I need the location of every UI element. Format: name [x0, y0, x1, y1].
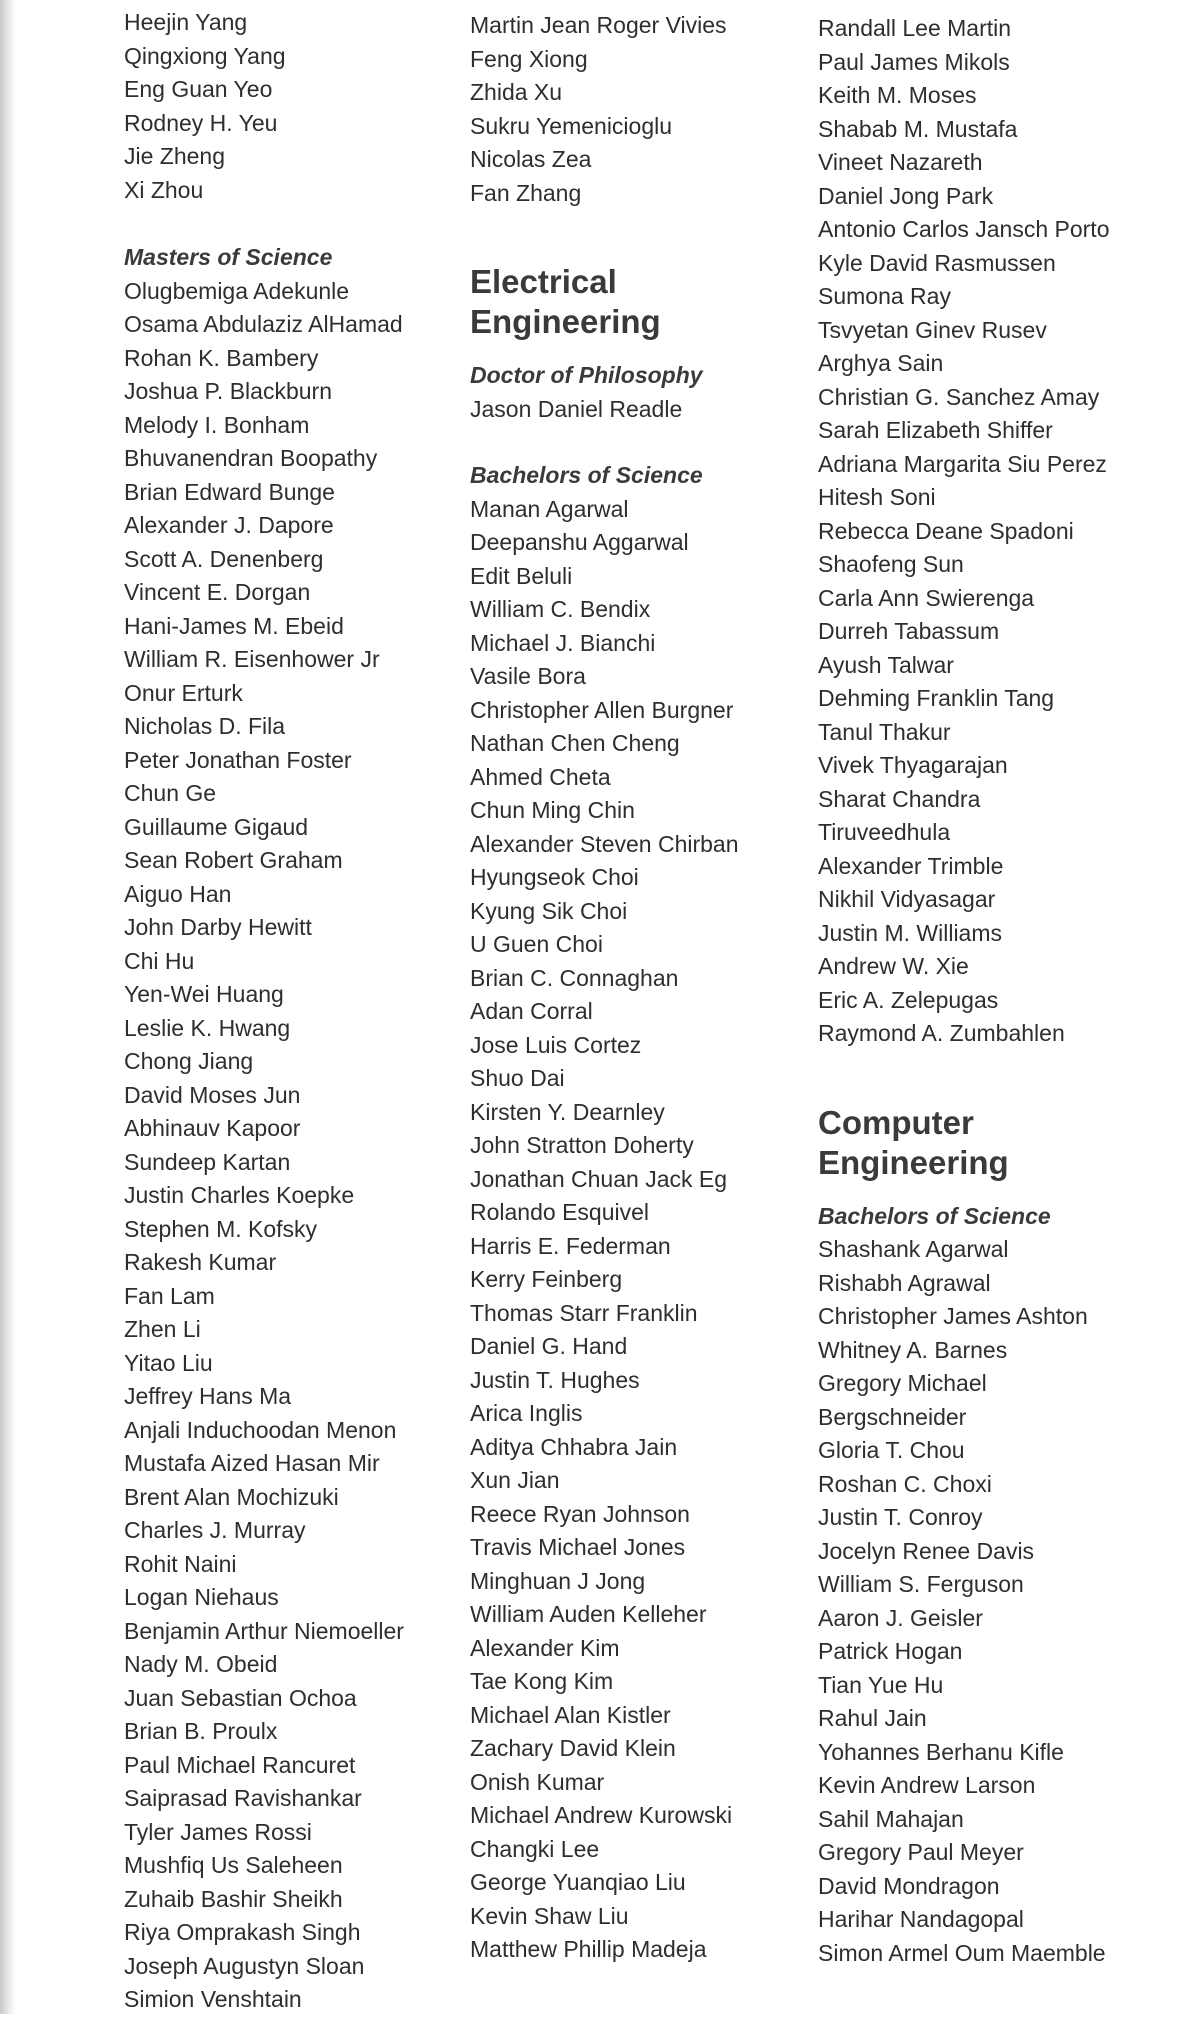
- graduate-name: Hitesh Soni: [818, 484, 936, 510]
- graduate-name: Rodney H. Yeu: [124, 109, 278, 136]
- graduate-name: Rebecca Deane Spadoni: [818, 517, 1074, 544]
- page-edge-shadow: [0, 0, 16, 2014]
- graduate-name: Rahul Jain: [818, 1705, 927, 1731]
- graduate-name: Raymond A. Zumbahlen: [818, 1020, 1065, 1046]
- graduate-name: Rohit Naini: [124, 1550, 237, 1577]
- graduate-name: Reece Ryan Johnson: [470, 1500, 690, 1527]
- graduate-name: Sharat Chandra: [818, 785, 981, 812]
- graduate-name: Brian C. Connaghan: [470, 964, 679, 991]
- graduate-name: Sumona Ray: [818, 283, 951, 309]
- graduate-name: Onish Kumar: [470, 1768, 605, 1795]
- graduate-name: Joseph Augustyn Sloan: [124, 1952, 365, 1979]
- graduate-name: Zhida Xu: [470, 79, 563, 105]
- graduate-name: Martin Jean Roger Vivies: [470, 12, 727, 38]
- graduate-name: Hyungseok Choi: [470, 864, 639, 890]
- graduate-name: Nikhil Vidyasagar: [818, 886, 996, 912]
- graduate-name: Alexander J. Dapore: [124, 512, 334, 538]
- graduate-name: Feng Xiong: [470, 45, 588, 72]
- graduate-name: Vineet Nazareth: [818, 149, 983, 175]
- graduate-name: Vivek Thyagarajan: [818, 752, 1008, 778]
- graduate-name: Christian G. Sanchez Amay: [818, 383, 1100, 410]
- graduate-name: Brian B. Proulx: [124, 1718, 278, 1744]
- graduate-name: John Stratton Doherty: [470, 1132, 694, 1158]
- graduate-name: Adan Corral: [470, 998, 593, 1024]
- graduate-name: David Moses Jun: [124, 1081, 301, 1108]
- graduate-name: Shuo Dai: [470, 1065, 565, 1091]
- graduate-name: Tyler James Rossi: [124, 1818, 312, 1845]
- graduate-name: Travis Michael Jones: [470, 1534, 686, 1560]
- graduate-name: Kevin Andrew Larson: [818, 1772, 1036, 1798]
- graduate-name: Michael J. Bianchi: [470, 629, 656, 656]
- graduate-name: Xun Jian: [470, 1467, 560, 1493]
- graduate-name: Matthew Phillip Madeja: [470, 1936, 707, 1962]
- graduate-name: Rakesh Kumar: [124, 1249, 277, 1275]
- graduate-name: Rohan K. Bambery: [124, 344, 319, 371]
- graduate-name: Alexander Steven Chirban: [470, 830, 739, 857]
- graduate-name: Saiprasad Ravishankar: [124, 1785, 362, 1811]
- graduate-name: Randall Lee Martin: [818, 15, 1012, 41]
- dept-line-2: Engineering: [470, 303, 661, 340]
- graduate-name: Changki Lee: [470, 1835, 600, 1862]
- graduate-name: Arica Inglis: [470, 1400, 583, 1426]
- graduate-name: Jason Daniel Readle: [470, 395, 683, 422]
- graduate-name: Michael Alan Kistler: [470, 1701, 671, 1728]
- graduate-name: William S. Ferguson: [818, 1571, 1024, 1597]
- graduate-name: Tanul Thakur: [818, 718, 951, 745]
- column-middle: [470, 9, 810, 1967]
- graduate-name: Shashank Agarwal: [818, 1236, 1009, 1262]
- graduate-name: Vasile Bora: [470, 663, 586, 689]
- graduate-name: Joshua P. Blackburn: [124, 378, 332, 404]
- graduate-name: Bergschneider: [818, 1403, 967, 1430]
- graduate-name: Shaofeng Sun: [818, 551, 964, 577]
- column-right: [818, 12, 1168, 1970]
- graduate-name: Antonio Carlos Jansch Porto: [818, 216, 1110, 242]
- graduate-name: Roshan C. Choxi: [818, 1470, 992, 1497]
- graduate-name: Tiruveedhula: [818, 819, 951, 845]
- dept-line-2: Engineering: [818, 1143, 1009, 1181]
- graduate-name: William R. Eisenhower Jr: [124, 646, 380, 672]
- graduate-name: Zachary David Klein: [470, 1735, 676, 1761]
- graduate-name: Alexander Kim: [470, 1634, 620, 1661]
- graduate-name: Durreh Tabassum: [818, 618, 1000, 644]
- graduate-name: Patrick Hogan: [818, 1638, 963, 1664]
- graduate-name: Mushfiq Us Saleheen: [124, 1852, 343, 1878]
- graduate-name: Thomas Starr Franklin: [470, 1299, 698, 1326]
- graduate-name: Chun Ming Chin: [470, 797, 635, 823]
- graduate-name: Arghya Sain: [818, 350, 944, 376]
- graduate-name: Adriana Margarita Siu Perez: [818, 450, 1107, 477]
- graduate-name: Brent Alan Mochizuki: [124, 1483, 339, 1510]
- bachelors-of-science-heading: Bachelors of Science: [470, 462, 703, 488]
- graduate-name: Chi Hu: [124, 947, 195, 974]
- graduate-name: Ayush Talwar: [818, 651, 954, 678]
- graduate-name: Justin T. Conroy: [818, 1504, 983, 1530]
- graduate-name: Abhinauv Kapoor: [124, 1115, 301, 1141]
- graduate-name: Peter Jonathan Foster: [124, 746, 352, 773]
- graduate-name: Alexander Trimble: [818, 852, 1004, 879]
- graduate-name: Jie Zheng: [124, 143, 226, 169]
- graduate-name: Kyung Sik Choi: [470, 897, 628, 924]
- name-list-top: [818, 12, 1168, 1051]
- graduate-name: Eric A. Zelepugas: [818, 986, 999, 1013]
- graduate-name: Fan Zhang: [470, 179, 582, 206]
- graduate-name: Guillaume Gigaud: [124, 813, 309, 840]
- graduate-name: Chong Jiang: [124, 1048, 254, 1074]
- graduate-name: Aaron J. Geisler: [818, 1604, 983, 1631]
- graduate-name: Paul James Mikols: [818, 48, 1010, 75]
- graduate-name: Simon Armel Oum Maemble: [818, 1939, 1106, 1966]
- graduate-name: Michael Andrew Kurowski: [470, 1802, 733, 1828]
- phd-name-list: [470, 393, 810, 427]
- graduate-name: Shabab M. Mustafa: [818, 115, 1018, 142]
- graduate-name: Zhen Li: [124, 1316, 201, 1342]
- graduate-name: Fan Lam: [124, 1282, 215, 1309]
- graduate-name: Mustafa Aized Hasan Mir: [124, 1450, 380, 1476]
- graduate-name: Melody I. Bonham: [124, 411, 310, 438]
- masters-of-science-heading: Masters of Science: [124, 244, 333, 270]
- graduate-name: Gloria T. Chou: [818, 1437, 965, 1463]
- graduate-name: U Guen Choi: [470, 931, 603, 957]
- graduate-name: Nathan Chen Cheng: [470, 730, 680, 756]
- graduate-name: Benjamin Arthur Niemoeller: [124, 1617, 404, 1644]
- graduate-name: Ahmed Cheta: [470, 763, 611, 790]
- graduate-name: Sukru Yemenicioglu: [470, 112, 673, 139]
- graduate-name: Kirsten Y. Dearnley: [470, 1098, 665, 1125]
- graduate-name: Zuhaib Bashir Sheikh: [124, 1885, 343, 1912]
- bachelors-of-science-heading: Bachelors of Science: [818, 1202, 1051, 1229]
- graduate-name: Yen-Wei Huang: [124, 981, 284, 1007]
- graduate-name: Nicholas D. Fila: [124, 713, 286, 739]
- graduate-name: Tae Kong Kim: [470, 1668, 614, 1694]
- graduate-name: William Auden Kelleher: [470, 1601, 707, 1627]
- graduate-name: Tsvyetan Ginev Rusev: [818, 316, 1047, 343]
- graduate-name: Justin M. Williams: [818, 919, 1003, 946]
- graduate-name: Charles J. Murray: [124, 1517, 306, 1543]
- graduate-name: Bhuvanendran Boopathy: [124, 445, 378, 471]
- graduate-name: Onur Erturk: [124, 679, 243, 706]
- graduate-name: Yitao Liu: [124, 1349, 213, 1376]
- graduate-name: Justin T. Hughes: [470, 1366, 640, 1393]
- graduate-name: Sundeep Kartan: [124, 1148, 291, 1175]
- graduate-name: Harris E. Federman: [470, 1232, 671, 1259]
- graduate-name: Carla Ann Swierenga: [818, 584, 1035, 611]
- graduate-name: Manan Agarwal: [470, 495, 629, 522]
- graduate-name: Rishabh Agrawal: [818, 1269, 991, 1296]
- graduate-name: Nady M. Obeid: [124, 1651, 278, 1677]
- electrical-engineering-heading: [470, 262, 810, 342]
- graduate-name: John Darby Hewitt: [124, 914, 312, 940]
- graduate-name: Riya Omprakash Singh: [124, 1919, 361, 1945]
- masters-name-list: [124, 275, 454, 2017]
- graduate-name: George Yuanqiao Liu: [470, 1869, 686, 1895]
- name-list-top: [470, 9, 810, 210]
- graduate-name: Deepanshu Aggarwal: [470, 529, 689, 555]
- dept-line-1: Electrical: [470, 263, 617, 300]
- graduate-name: Aditya Chhabra Jain: [470, 1433, 678, 1460]
- graduate-name: Brian Edward Bunge: [124, 478, 335, 505]
- graduate-name: Simion Venshtain: [124, 1986, 302, 2012]
- graduate-name: Sean Robert Graham: [124, 847, 343, 873]
- graduate-name: Edit Beluli: [470, 562, 573, 589]
- graduate-name: Aiguo Han: [124, 880, 232, 907]
- computer-engineering-heading: [818, 1103, 1168, 1183]
- graduate-name: Tian Yue Hu: [818, 1671, 944, 1698]
- graduate-name: Sahil Mahajan: [818, 1805, 964, 1832]
- graduate-name: Scott A. Denenberg: [124, 545, 324, 572]
- graduate-name: Rolando Esquivel: [470, 1199, 650, 1225]
- graduate-name: Sarah Elizabeth Shiffer: [818, 417, 1053, 443]
- graduate-name: Olugbemiga Adekunle: [124, 277, 350, 304]
- graduate-name: Minghuan J Jong: [470, 1567, 646, 1594]
- bachelors-name-list: [470, 493, 810, 1967]
- graduate-name: Whitney A. Barnes: [818, 1336, 1008, 1363]
- graduate-name: Vincent E. Dorgan: [124, 579, 311, 605]
- graduate-name: Heejin Yang: [124, 9, 248, 35]
- graduate-name: Hani-James M. Ebeid: [124, 612, 344, 639]
- column-left: [124, 6, 454, 2017]
- graduate-name: Jocelyn Renee Davis: [818, 1537, 1035, 1564]
- doctor-of-philosophy-heading: Doctor of Philosophy: [470, 362, 703, 388]
- graduate-name: Christopher James Ashton: [818, 1303, 1088, 1329]
- graduate-name: Daniel Jong Park: [818, 182, 994, 209]
- dept-line-1: Computer: [818, 1103, 974, 1141]
- graduate-name: Stephen M. Kofsky: [124, 1215, 318, 1242]
- graduate-name: Kyle David Rasmussen: [818, 249, 1056, 276]
- graduate-name: Jeffrey Hans Ma: [124, 1383, 292, 1409]
- graduate-name: Anjali Induchoodan Menon: [124, 1416, 397, 1443]
- graduate-name: Qingxiong Yang: [124, 42, 286, 69]
- graduate-name: Justin Charles Koepke: [124, 1182, 355, 1208]
- name-list-top: [124, 6, 454, 207]
- graduate-name: Jonathan Chuan Jack Eg: [470, 1165, 728, 1192]
- graduate-name: Chun Ge: [124, 780, 217, 806]
- graduate-name: Yohannes Berhanu Kifle: [818, 1738, 1064, 1765]
- graduate-name: Leslie K. Hwang: [124, 1014, 291, 1041]
- graduate-name: Daniel G. Hand: [470, 1333, 628, 1359]
- graduate-name: Dehming Franklin Tang: [818, 685, 1055, 711]
- graduate-name: Kerry Feinberg: [470, 1266, 623, 1292]
- graduate-name: Keith M. Moses: [818, 82, 977, 108]
- graduate-name: Xi Zhou: [124, 176, 204, 203]
- graduate-name: David Mondragon: [818, 1872, 1000, 1899]
- graduate-name: Nicolas Zea: [470, 146, 592, 172]
- graduate-name: Eng Guan Yeo: [124, 76, 273, 102]
- graduate-name: Harihar Nandagopal: [818, 1906, 1024, 1932]
- graduate-name: Osama Abdulaziz AlHamad: [124, 311, 403, 337]
- graduate-name: Andrew W. Xie: [818, 953, 969, 979]
- graduate-name: Christopher Allen Burgner: [470, 696, 734, 723]
- graduate-name: Paul Michael Rancuret: [124, 1751, 356, 1778]
- graduate-name: Kevin Shaw Liu: [470, 1902, 629, 1929]
- bachelors-name-list: [818, 1233, 1168, 1970]
- graduate-name: William C. Bendix: [470, 596, 651, 622]
- graduate-name: Logan Niehaus: [124, 1584, 279, 1610]
- graduate-name: Gregory Michael: [818, 1370, 987, 1396]
- graduate-name: Gregory Paul Meyer: [818, 1839, 1024, 1865]
- graduate-name: Jose Luis Cortez: [470, 1031, 642, 1058]
- graduate-name: Juan Sebastian Ochoa: [124, 1684, 357, 1711]
